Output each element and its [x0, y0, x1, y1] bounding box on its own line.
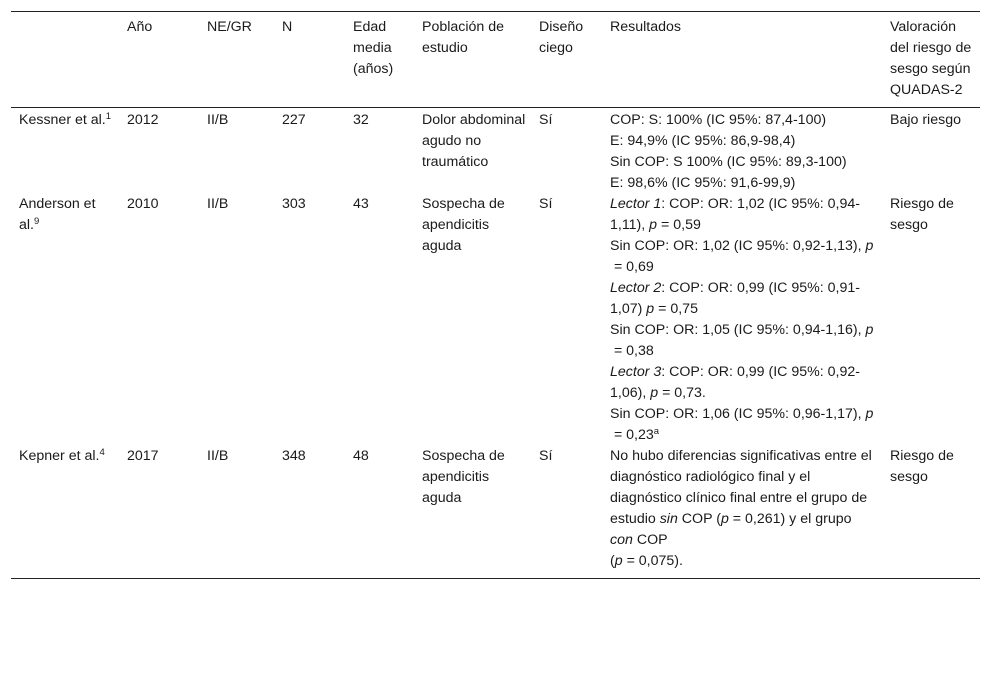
age-cell: 32 [353, 112, 369, 128]
level-cell: II/B [207, 196, 229, 212]
results-cell [602, 108, 882, 195]
n-cell: 348 [282, 448, 306, 464]
study-name: Kepner et al. [19, 448, 100, 464]
population-cell: Dolor abdominal agudo no traumático [422, 112, 526, 170]
result-line: Lector 1: COP: OR: 1,02 (IC 95%: 0,94-1,11), p = 0,59 [610, 196, 860, 233]
population-cell: Sospecha de apendicitis aguda [422, 448, 505, 506]
risk-cell: Riesgo de sesgo [890, 196, 954, 233]
result-line: Lector 3: COP: OR: 0,99 (IC 95%: 0,92-1,06), p = 0,73. [610, 364, 860, 401]
table-row [11, 446, 980, 579]
header-year: Año [127, 19, 153, 35]
result-line: E: 98,6% (IC 95%: 91,6-99,9) [610, 175, 796, 191]
reference-sup: 1 [105, 111, 112, 122]
lector-label: Lector 1 [610, 196, 662, 212]
population-cell: Sospecha de apendicitis aguda [422, 196, 505, 254]
study-name: Kessner et al. [19, 112, 106, 128]
n-cell: 227 [282, 112, 306, 128]
blind-cell: Sí [539, 448, 553, 464]
year-cell: 2017 [127, 448, 159, 464]
level-cell: II/B [207, 112, 229, 128]
result-text: No hubo diferencias significativas entre el diagnóstico radiológico final y el diagnóstico clínico final entre el grupo de estudio sin COP (p = 0,261) y el grupo con COP [610, 448, 872, 548]
result-line: Sin COP: OR: 1,06 (IC 95%: 0,96-1,17), p = 0,23$^a$ [610, 406, 874, 443]
study-cell [11, 446, 119, 579]
header-level: NE/GR [207, 19, 252, 35]
result-line: Sin COP: OR: 1,02 (IC 95%: 0,92-1,13), p = 0,69 [610, 238, 874, 275]
header-results: Resultados [610, 19, 681, 35]
result-line: Sin COP: OR: 1,05 (IC 95%: 0,94-1,16), p = 0,38 [610, 322, 874, 359]
header-study [11, 12, 119, 108]
results-cell [602, 194, 882, 446]
blind-cell: Sí [539, 196, 553, 212]
header-age: Edad media (años) [353, 19, 394, 77]
lector-label: Lector 3 [610, 364, 662, 380]
study-name: Anderson et al. [19, 196, 96, 233]
reference-sup: 9 [33, 216, 40, 227]
result-text: (p = 0,075). [610, 553, 683, 569]
header-n: N [282, 19, 293, 35]
age-cell: 48 [353, 448, 369, 464]
reference-sup: 4 [99, 447, 105, 458]
lector-label: Lector 2 [610, 280, 662, 296]
header-risk: Valoración del riesgo de sesgo según QUADAS-2 [890, 19, 972, 98]
table-row [11, 108, 980, 195]
study-cell [11, 194, 119, 446]
risk-cell: Riesgo de sesgo [890, 448, 954, 485]
result-line: Lector 2: COP: OR: 0,99 (IC 95%: 0,91-1,07) p = 0,75 [610, 280, 860, 317]
header-blind: Diseño ciego [539, 19, 584, 56]
header-population: Población de estudio [422, 19, 505, 56]
year-cell: 2010 [127, 196, 159, 212]
results-cell [602, 446, 882, 579]
footnote-marker: a [653, 426, 660, 437]
header-row [11, 12, 980, 108]
table-row [11, 194, 980, 446]
age-cell: 43 [353, 196, 369, 212]
studies-table [11, 11, 980, 579]
result-line: E: 94,9% (IC 95%: 86,9-98,4) [610, 133, 796, 149]
blind-cell: Sí [539, 112, 553, 128]
year-cell: 2012 [127, 112, 159, 128]
result-line: Sin COP: S 100% (IC 95%: 89,3-100) [610, 154, 847, 170]
study-cell [11, 108, 119, 195]
result-line: COP: S: 100% (IC 95%: 87,4-100) [610, 112, 827, 128]
level-cell: II/B [207, 448, 229, 464]
risk-cell: Bajo riesgo [890, 112, 961, 128]
n-cell: 303 [282, 196, 306, 212]
